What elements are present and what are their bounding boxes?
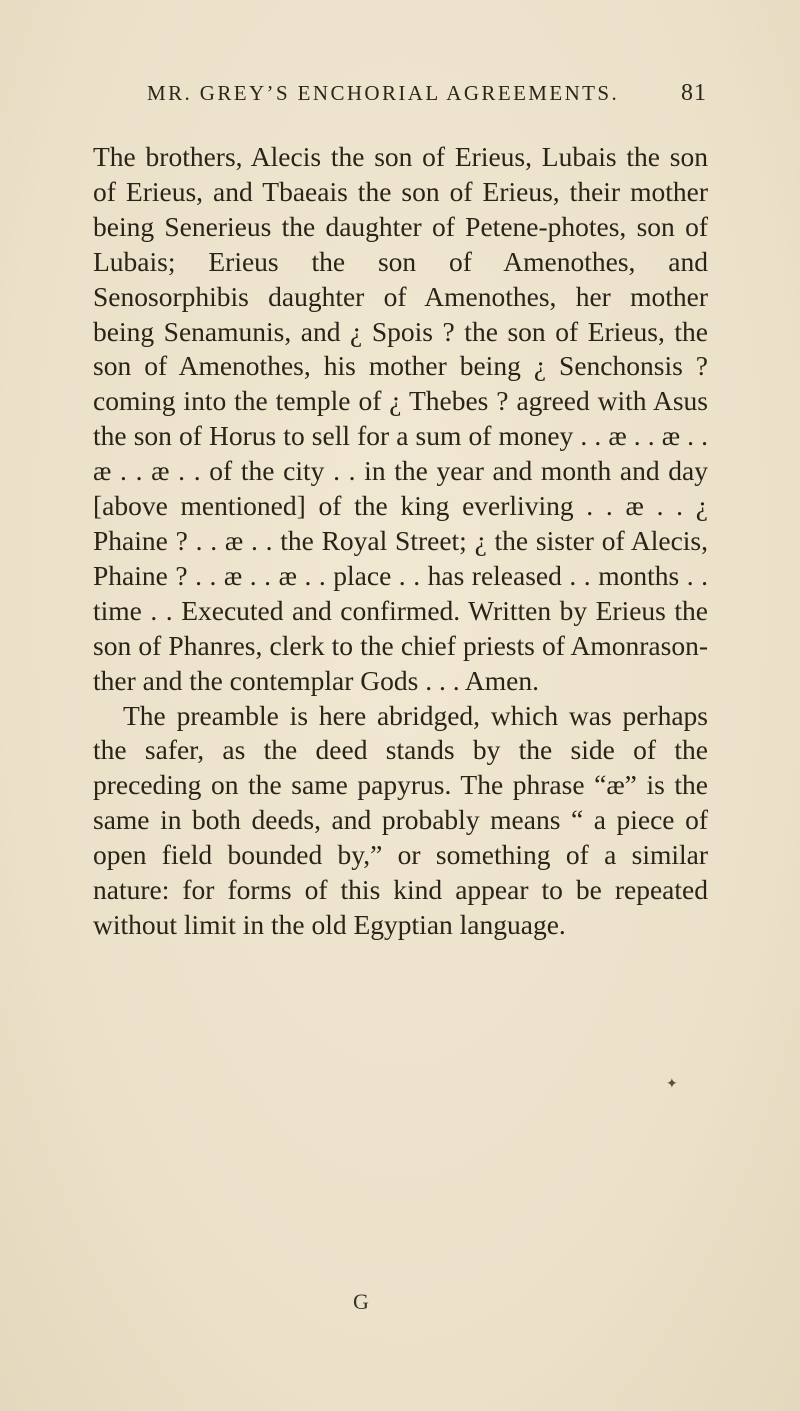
paragraph-translation: The brothers, Alecis the son of Erieus, Lubais the son of Erieus, and Tbaeais the son of Erieus, their mother being Senerieus the daughter of Petene-photes, son of Lubais; Erieus the son of Amenothes, and Senosorphibis daughter of Amenothes, her mother being Senamunis, and ¿ Spois ? the son of Erieus, the son of Amenothes, his mother being ¿ Senchonsis ? coming into the temple of ¿ Thebes ? agreed with Asus the son of Horus to sell for a sum of money . . æ . . æ . . æ . . æ . . of the city . . in the year and month and day [above mentioned] of the king everliving . . æ . . ¿ Phaine ? . . æ . . the Royal Street; ¿ the sister of Alecis, Phaine ? . . æ . . æ . . place . . has released . . months . . time . . Executed and confirmed. Written by Erieus the son of Phanres, clerk to the chief priests of Amonrason-ther and the contemplar Gods . . . Amen. — [93, 141, 708, 696]
paragraph-commentary: The preamble is here abridged, which was perhaps the safer, as the deed stands by the side of the preceding on the same papyrus. The phrase “æ” is the same in both deeds, and probably means “ a piece of open field bounded by,” or something of a similar nature: for forms of this kind appear to be repeated without limit in the old Egyptian language. — [93, 699, 708, 940]
printer-ornament-icon: ✦ — [666, 1077, 678, 1092]
running-head — [147, 80, 707, 107]
page-number: 81 — [681, 80, 707, 106]
signature-mark: G — [353, 1289, 369, 1314]
body-text — [93, 140, 708, 943]
running-title: MR. GREY’S ENCHORIAL AGREEMENTS. — [147, 81, 620, 105]
